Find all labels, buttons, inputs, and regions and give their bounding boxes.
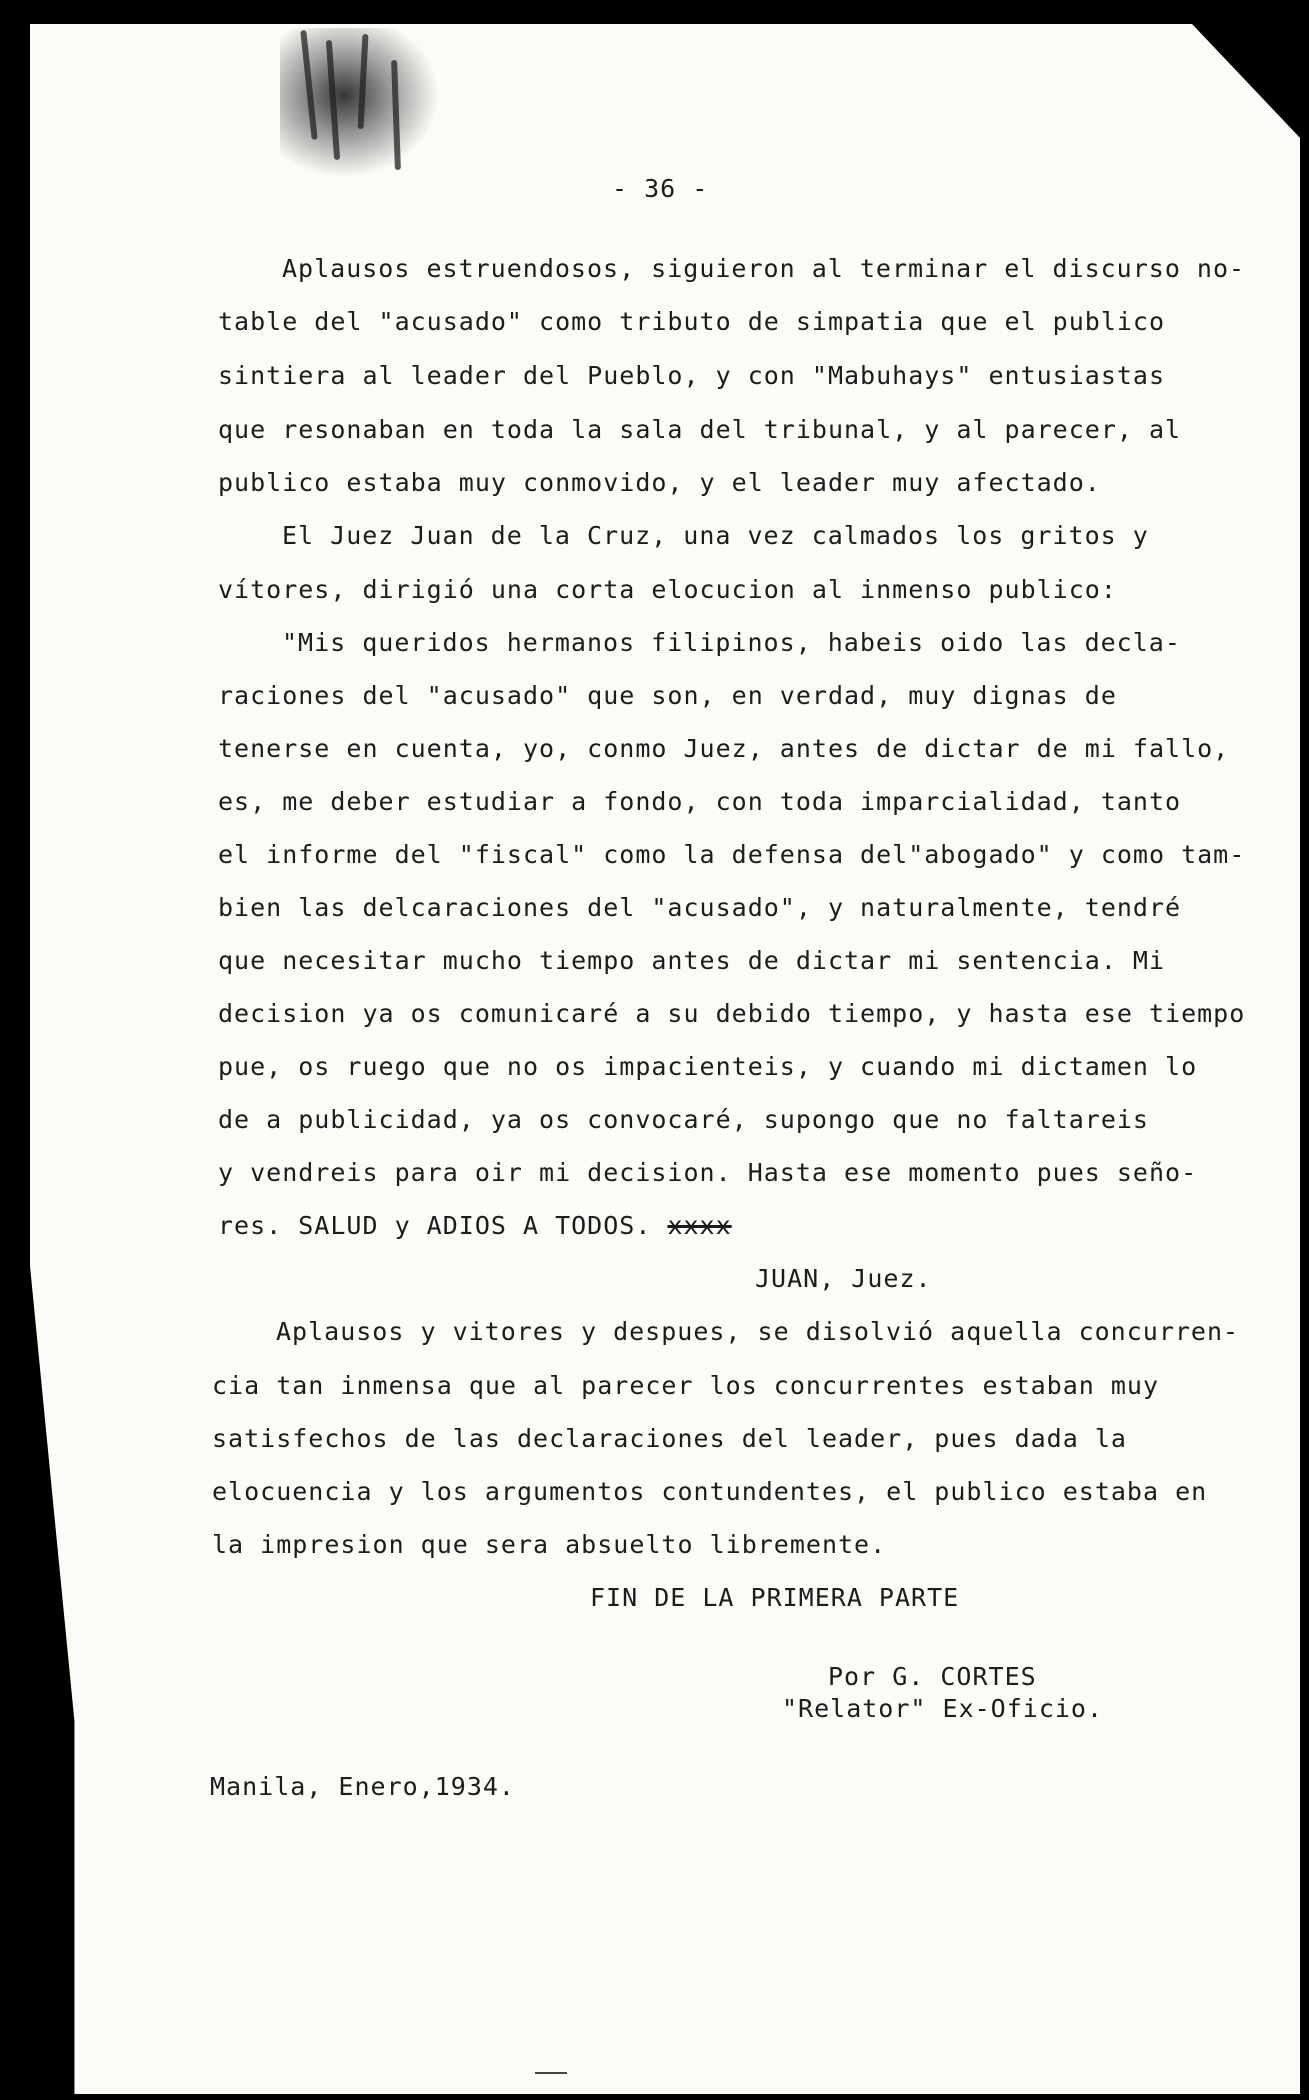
paragraph1-line: table del "acusado" como tributo de simpatia que el publico <box>218 307 1166 336</box>
speech-line: decision ya os comunicaré a su debido tiempo, y hasta ese tiempo <box>218 999 1246 1028</box>
part-closing: FIN DE LA PRIMERA PARTE <box>590 1583 960 1612</box>
speech-line: el informe del "fiscal" como la defensa del"abogado" y como tam- <box>218 840 1246 869</box>
speech-closing-text: res. SALUD y ADIOS A TODOS. <box>218 1211 652 1240</box>
speech-line: es, me deber estudiar a fondo, con toda imparcialidad, tanto <box>218 787 1182 816</box>
paragraph3-line: la impresion que sera absuelto libremente. <box>212 1530 887 1559</box>
paragraph1-line: que resonaban en toda la sala del tribunal, y al parecer, al <box>218 415 1182 444</box>
page-number: - 36 - <box>612 174 709 203</box>
speech-line: "Mis queridos hermanos filipinos, habeis oido las decla- <box>282 628 1181 657</box>
speech-line: bien las delcaraciones del "acusado", y naturalmente, tendré <box>218 893 1182 922</box>
place-date: Manila, Enero,1934. <box>210 1772 515 1801</box>
paragraph2-line: El Juez Juan de la Cruz, una vez calmados los gritos y <box>282 521 1149 550</box>
speech-closing-line <box>218 1213 732 1238</box>
paragraph3-line: elocuencia y los argumentos contundentes, el publico estaba en <box>212 1477 1208 1506</box>
paragraph1-line: sintiera al leader del Pueblo, y con "Mabuhays" entusiastas <box>218 361 1166 390</box>
speech-line: tenerse en cuenta, yo, conmo Juez, antes de dictar de mi fallo, <box>218 734 1230 763</box>
paragraph1-line: Aplausos estruendosos, siguieron al terminar el discurso no- <box>282 254 1246 283</box>
paragraph3-line: satisfechos de las declaraciones del leader, pues dada la <box>212 1424 1127 1453</box>
struck-text: xxxx <box>667 1211 732 1240</box>
author-name: Por G. CORTES <box>828 1662 1037 1691</box>
paragraph3-line: Aplausos y vitores y despues, se disolvió aquella concurren- <box>276 1317 1240 1346</box>
paragraph1-line: publico estaba muy conmovido, y el leader muy afectado. <box>218 468 1101 497</box>
page-mark <box>535 2072 567 2074</box>
speech-line: de a publicidad, ya os convocaré, supongo que no faltareis <box>218 1105 1149 1134</box>
speech-line: pue, os ruego que no os impacienteis, y cuando mi dictamen lo <box>218 1052 1198 1081</box>
speech-line: que necesitar mucho tiempo antes de dictar mi sentencia. Mi <box>218 946 1166 975</box>
paragraph2-line: vítores, dirigió una corta elocucion al inmenso publico: <box>218 575 1117 604</box>
speech-line: y vendreis para oir mi decision. Hasta ese momento pues seño- <box>218 1158 1198 1187</box>
author-title: "Relator" Ex-Oficio. <box>782 1694 1104 1723</box>
speech-signature: JUAN, Juez. <box>755 1264 932 1293</box>
paragraph3-line: cia tan inmensa que al parecer los concurrentes estaban muy <box>212 1371 1160 1400</box>
speech-line: raciones del "acusado" que son, en verdad, muy dignas de <box>218 681 1117 710</box>
